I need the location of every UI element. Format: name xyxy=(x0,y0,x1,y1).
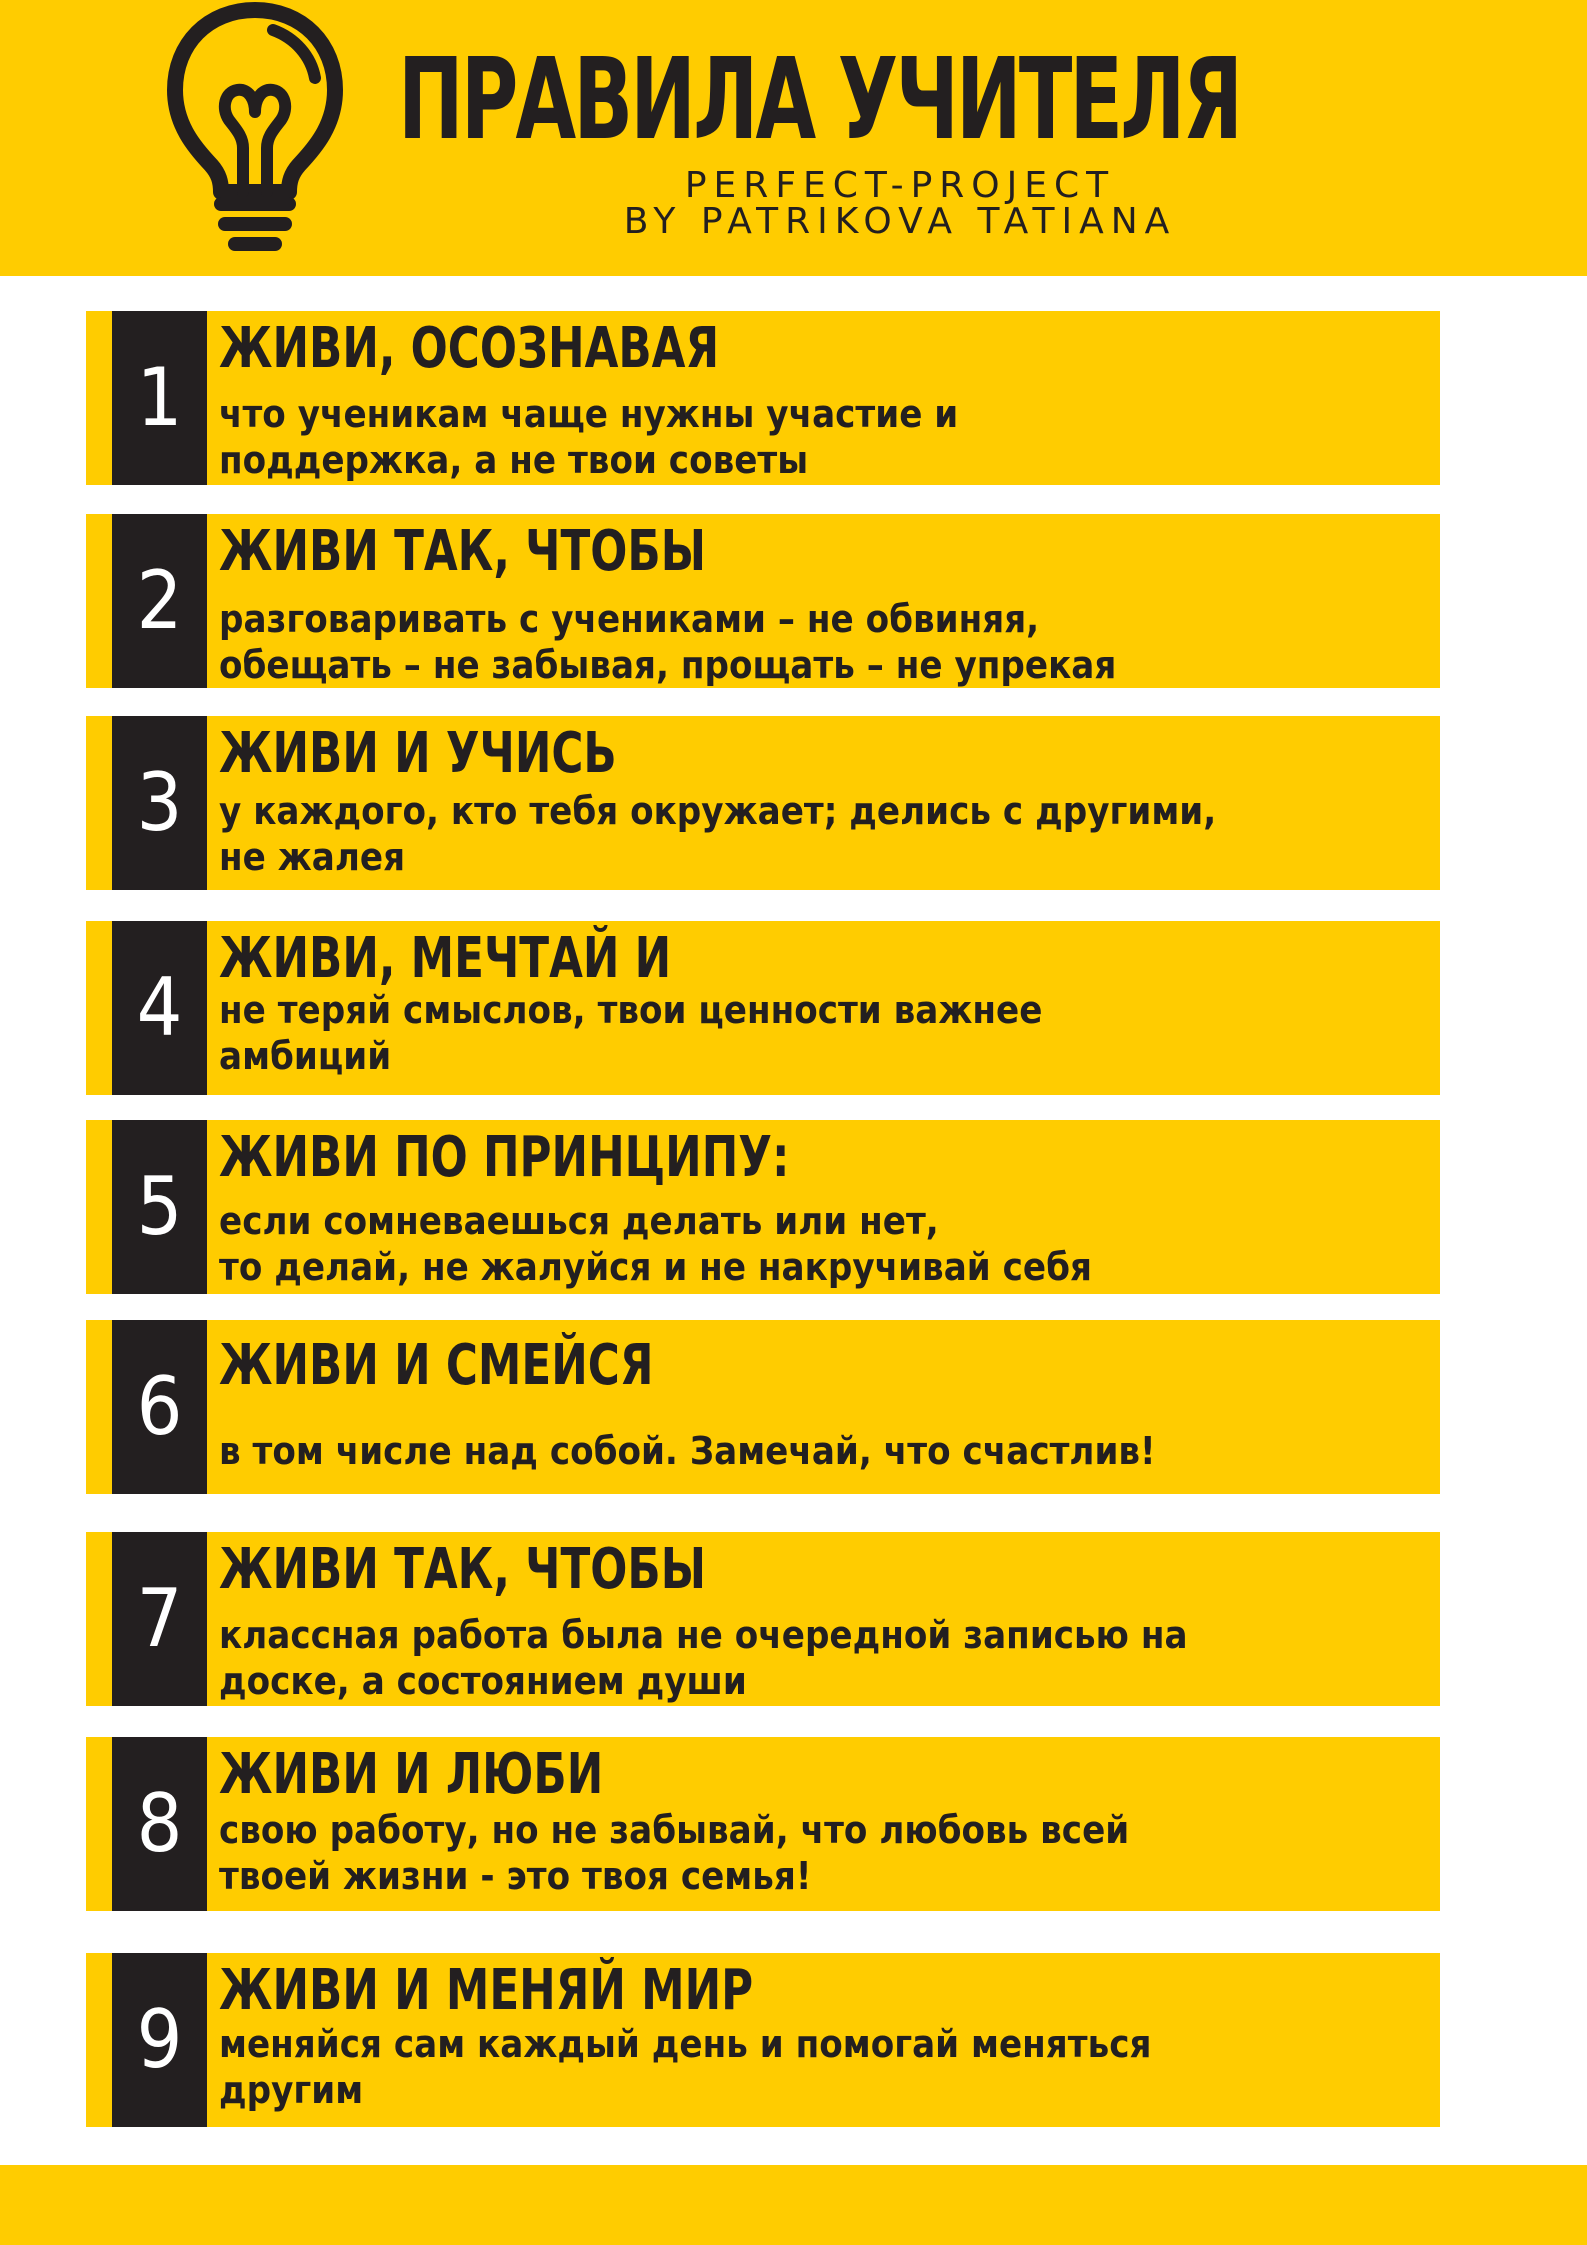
rule-text-8: свою работу, но не забывай, что любовь всей твоей жизни - это твоя семья! xyxy=(219,1808,1130,1898)
subtitle-line-author: BY PATRIKOVA TATIANA xyxy=(623,201,1177,242)
rule-text-1: что ученикам чаще нужны участие и поддержка, а не твои советы xyxy=(219,392,959,482)
subtitle xyxy=(470,165,1330,242)
rule-title-1: ЖИВИ, ОСОЗНАВАЯ xyxy=(219,316,720,381)
rule-text-4: не теряй смыслов, твои ценности важнее амбиций xyxy=(219,988,1043,1078)
rule-card-8 xyxy=(86,1737,1440,1911)
rule-card-2 xyxy=(86,514,1440,688)
rule-title-2: ЖИВИ ТАК, ЧТОБЫ xyxy=(219,519,706,584)
rule-number-3: 3 xyxy=(112,716,207,890)
rule-number-9: 9 xyxy=(112,1953,207,2127)
rule-number-8: 8 xyxy=(112,1737,207,1911)
subtitle-line-project: PERFECT-PROJECT xyxy=(684,165,1116,206)
rule-card-6 xyxy=(86,1320,1440,1494)
rule-number-1: 1 xyxy=(112,311,207,485)
rule-number-5: 5 xyxy=(112,1120,207,1294)
rule-title-9: ЖИВИ И МЕНЯЙ МИР xyxy=(219,1958,754,2023)
rule-title-7: ЖИВИ ТАК, ЧТОБЫ xyxy=(219,1537,706,1602)
rule-card-9 xyxy=(86,1953,1440,2127)
rule-card-7 xyxy=(86,1532,1440,1706)
header-banner xyxy=(0,0,1587,276)
rule-card-1 xyxy=(86,311,1440,485)
rule-card-4 xyxy=(86,921,1440,1095)
rule-text-7: классная работа была не очередной записью на доске, а состоянием души xyxy=(219,1613,1188,1703)
rule-text-3: у каждого, кто тебя окружает; делись с другими, не жалея xyxy=(219,789,1217,879)
rule-text-2: разговаривать с учениками – не обвиняя, обещать – не забывая, прощать – не упрекая xyxy=(219,597,1117,687)
rule-card-3 xyxy=(86,716,1440,890)
footer-banner xyxy=(0,2165,1587,2245)
rule-title-5: ЖИВИ ПО ПРИНЦИПУ: xyxy=(219,1125,790,1190)
rule-card-5 xyxy=(86,1120,1440,1294)
rule-text-9: меняйся сам каждый день и помогай меняться другим xyxy=(219,2022,1152,2112)
rule-title-4: ЖИВИ, МЕЧТАЙ И xyxy=(219,926,672,991)
page-title: ПРАВИЛА УЧИТЕЛЯ xyxy=(398,35,1241,165)
rule-title-6: ЖИВИ И СМЕЙСЯ xyxy=(219,1333,654,1398)
lightbulb-icon xyxy=(163,0,348,260)
rule-text-5: если сомневаешься делать или нет, то делай, не жалуйся и не накручивай себя xyxy=(219,1199,1092,1289)
rule-number-2: 2 xyxy=(112,514,207,688)
rule-number-7: 7 xyxy=(112,1532,207,1706)
rule-title-3: ЖИВИ И УЧИСЬ xyxy=(219,721,617,786)
rule-text-6: в том числе над собой. Замечай, что счастлив! xyxy=(219,1429,1156,1473)
rule-number-4: 4 xyxy=(112,921,207,1095)
rule-title-8: ЖИВИ И ЛЮБИ xyxy=(219,1742,604,1807)
rule-number-6: 6 xyxy=(112,1320,207,1494)
